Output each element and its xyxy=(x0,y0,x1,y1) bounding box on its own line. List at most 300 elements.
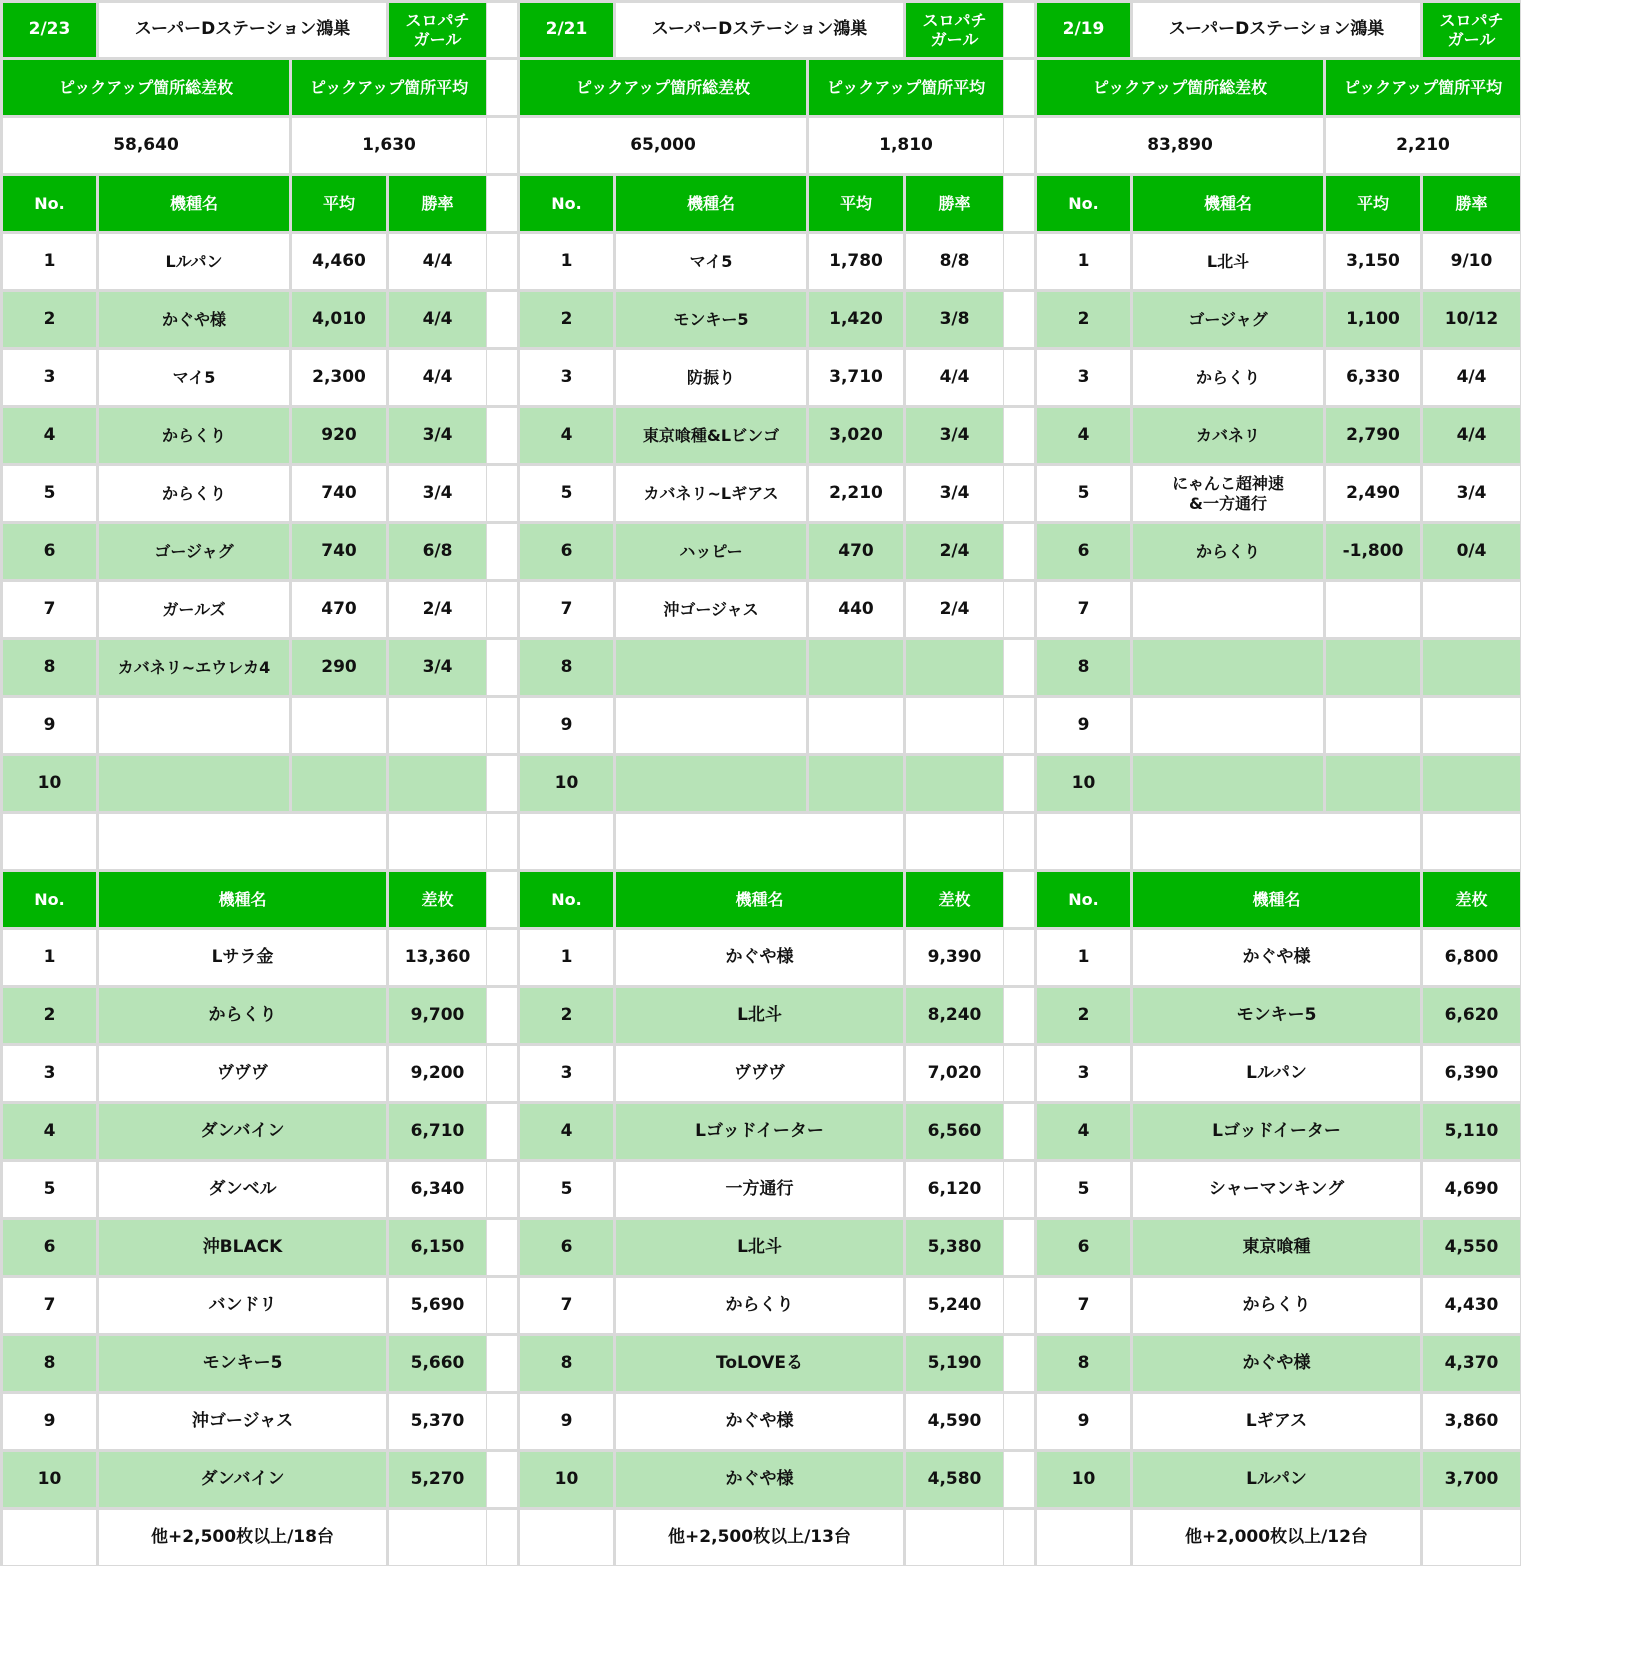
gap-cell xyxy=(487,988,517,1043)
top-row-machine: かぐや様 xyxy=(616,1394,903,1449)
top-row-diff: 4,690 xyxy=(1423,1162,1520,1217)
pickup-row-rate: 6/8 xyxy=(389,524,486,579)
pickup-row-no: 8 xyxy=(520,640,613,695)
pickup-row-machine: ガールズ xyxy=(99,582,289,637)
pickup-row-machine: からくり xyxy=(99,408,289,463)
pickup-row-machine: カバネリ~エウレカ4 xyxy=(99,640,289,695)
pickup-row-no: 3 xyxy=(3,350,96,405)
pickup-row-avg: 4,460 xyxy=(292,234,386,289)
brand-label: スロパチ ガール xyxy=(1423,3,1520,57)
top-row-no: 4 xyxy=(3,1104,96,1159)
pickup-total-header: ピックアップ箇所総差枚 xyxy=(520,60,806,115)
top-row-no: 3 xyxy=(520,1046,613,1101)
gap-cell xyxy=(487,1394,517,1449)
store-name: スーパーDステーション鴻巣 xyxy=(99,3,386,57)
pickup-row-no: 9 xyxy=(520,698,613,753)
top-row-diff: 5,110 xyxy=(1423,1104,1520,1159)
top-machine-header: 機種名 xyxy=(616,872,903,927)
top-row-machine: Lルパン xyxy=(1133,1046,1420,1101)
top-row-machine: ダンベル xyxy=(99,1162,386,1217)
pickup-row-no: 4 xyxy=(3,408,96,463)
pickup-row-avg: 2,490 xyxy=(1326,466,1420,521)
pickup-row-rate: 3/4 xyxy=(906,408,1003,463)
gap-cell xyxy=(1004,1104,1034,1159)
top-row-no: 7 xyxy=(520,1278,613,1333)
pickup-no-header: No. xyxy=(520,176,613,231)
top-machine-header: 機種名 xyxy=(1133,872,1420,927)
footer-blank xyxy=(1423,1510,1520,1565)
pickup-row-no: 8 xyxy=(3,640,96,695)
pickup-row-machine: カバネリ~Lギアス xyxy=(616,466,806,521)
gap-cell xyxy=(487,698,517,753)
gap-cell xyxy=(487,756,517,811)
pickup-row-rate: 2/4 xyxy=(389,582,486,637)
pickup-avg-header: ピックアップ箇所平均 xyxy=(1326,60,1520,115)
top-row-machine: バンドリ xyxy=(99,1278,386,1333)
pickup-row-machine: 東京喰種&Lビンゴ xyxy=(616,408,806,463)
pickup-row-avg: 3,020 xyxy=(809,408,903,463)
top-row-machine: ヴヴヴ xyxy=(99,1046,386,1101)
gap-cell xyxy=(487,640,517,695)
top-diff-header: 差枚 xyxy=(906,872,1003,927)
top-row-no: 9 xyxy=(1037,1394,1130,1449)
pickup-row-rate xyxy=(389,756,486,811)
pickup-row-avg xyxy=(1326,698,1420,753)
pickup-row-no: 4 xyxy=(520,408,613,463)
top-row-machine: L北斗 xyxy=(616,1220,903,1275)
pickup-row-machine: ハッピー xyxy=(616,524,806,579)
top-row-diff: 4,590 xyxy=(906,1394,1003,1449)
footer-note: 他+2,500枚以上/18台 xyxy=(99,1510,386,1565)
top-row-no: 6 xyxy=(3,1220,96,1275)
pickup-row-rate xyxy=(389,698,486,753)
pickup-row-avg: 2,300 xyxy=(292,350,386,405)
gap-cell xyxy=(1004,930,1034,985)
pickup-row-rate: 0/4 xyxy=(1423,524,1520,579)
top-row-machine: ヴヴヴ xyxy=(616,1046,903,1101)
pickup-row-machine: ゴージャグ xyxy=(99,524,289,579)
pickup-row-machine: からくり xyxy=(99,466,289,521)
top-row-no: 9 xyxy=(3,1394,96,1449)
pickup-row-rate: 4/4 xyxy=(389,350,486,405)
pickup-no-header: No. xyxy=(1037,176,1130,231)
pickup-row-rate: 2/4 xyxy=(906,524,1003,579)
top-row-diff: 9,200 xyxy=(389,1046,486,1101)
gap-cell xyxy=(487,118,517,173)
spacer-cell xyxy=(520,814,613,869)
pickup-row-machine: マイ5 xyxy=(616,234,806,289)
pickup-avg-col-header: 平均 xyxy=(1326,176,1420,231)
pickup-row-rate xyxy=(1423,756,1520,811)
spacer-cell xyxy=(906,814,1003,869)
gap-cell xyxy=(1004,292,1034,347)
top-row-diff: 5,370 xyxy=(389,1394,486,1449)
pickup-row-machine xyxy=(616,698,806,753)
pickup-total-value: 83,890 xyxy=(1037,118,1323,173)
pickup-row-avg xyxy=(1326,582,1420,637)
pickup-row-machine: かぐや様 xyxy=(99,292,289,347)
pickup-row-rate xyxy=(906,640,1003,695)
gap-cell xyxy=(1004,1220,1034,1275)
pickup-row-avg: 920 xyxy=(292,408,386,463)
gap-cell xyxy=(1004,234,1034,289)
gap-cell xyxy=(1004,1162,1034,1217)
gap-cell xyxy=(487,1278,517,1333)
top-row-no: 5 xyxy=(3,1162,96,1217)
top-row-diff: 6,150 xyxy=(389,1220,486,1275)
gap-cell xyxy=(487,176,517,231)
pickup-row-rate: 3/4 xyxy=(906,466,1003,521)
gap-cell xyxy=(487,408,517,463)
gap-cell xyxy=(1004,118,1034,173)
spacer-cell xyxy=(99,814,386,869)
date-label: 2/23 xyxy=(3,3,96,57)
pickup-row-avg xyxy=(292,756,386,811)
gap-cell xyxy=(487,350,517,405)
pickup-row-machine xyxy=(1133,756,1323,811)
top-row-no: 8 xyxy=(1037,1336,1130,1391)
pickup-row-rate xyxy=(906,756,1003,811)
pickup-row-machine: L北斗 xyxy=(1133,234,1323,289)
gap-cell xyxy=(487,1452,517,1507)
top-row-machine: 東京喰種 xyxy=(1133,1220,1420,1275)
gap-cell xyxy=(487,1046,517,1101)
top-no-header: No. xyxy=(520,872,613,927)
pickup-row-machine xyxy=(1133,640,1323,695)
top-diff-header: 差枚 xyxy=(1423,872,1520,927)
top-row-machine: からくり xyxy=(1133,1278,1420,1333)
pickup-row-no: 10 xyxy=(520,756,613,811)
top-row-no: 6 xyxy=(520,1220,613,1275)
top-row-diff: 6,340 xyxy=(389,1162,486,1217)
top-row-machine: Lルパン xyxy=(1133,1452,1420,1507)
top-row-diff: 13,360 xyxy=(389,930,486,985)
pickup-avg-col-header: 平均 xyxy=(292,176,386,231)
top-row-diff: 4,370 xyxy=(1423,1336,1520,1391)
pickup-avg-value: 1,810 xyxy=(809,118,1003,173)
top-row-no: 1 xyxy=(520,930,613,985)
date-label: 2/19 xyxy=(1037,3,1130,57)
pickup-row-avg: 470 xyxy=(292,582,386,637)
gap-cell xyxy=(1004,988,1034,1043)
gap-cell xyxy=(1004,524,1034,579)
top-row-no: 4 xyxy=(1037,1104,1130,1159)
pickup-row-no: 6 xyxy=(1037,524,1130,579)
pickup-row-no: 5 xyxy=(520,466,613,521)
pickup-row-machine: カバネリ xyxy=(1133,408,1323,463)
pickup-avg-col-header: 平均 xyxy=(809,176,903,231)
top-row-diff: 7,020 xyxy=(906,1046,1003,1101)
pickup-row-machine xyxy=(616,640,806,695)
top-row-no: 8 xyxy=(520,1336,613,1391)
top-row-diff: 5,380 xyxy=(906,1220,1003,1275)
top-row-no: 6 xyxy=(1037,1220,1130,1275)
pickup-row-avg xyxy=(292,698,386,753)
pickup-row-avg: 3,710 xyxy=(809,350,903,405)
spacer-cell xyxy=(3,814,96,869)
top-row-diff: 4,550 xyxy=(1423,1220,1520,1275)
pickup-row-rate: 3/4 xyxy=(1423,466,1520,521)
pickup-row-no: 4 xyxy=(1037,408,1130,463)
top-row-machine: 沖BLACK xyxy=(99,1220,386,1275)
gap-cell xyxy=(1004,872,1034,927)
pickup-machine-header: 機種名 xyxy=(99,176,289,231)
top-row-no: 3 xyxy=(3,1046,96,1101)
pickup-row-machine xyxy=(1133,582,1323,637)
pickup-row-avg: 740 xyxy=(292,466,386,521)
pickup-row-machine: 防振り xyxy=(616,350,806,405)
footer-blank xyxy=(3,1510,96,1565)
pickup-row-avg: 2,210 xyxy=(809,466,903,521)
top-row-diff: 5,660 xyxy=(389,1336,486,1391)
pickup-row-machine xyxy=(99,756,289,811)
pickup-row-avg: 2,790 xyxy=(1326,408,1420,463)
top-row-no: 5 xyxy=(1037,1162,1130,1217)
pickup-row-no: 3 xyxy=(1037,350,1130,405)
pickup-row-avg xyxy=(809,640,903,695)
top-row-no: 2 xyxy=(1037,988,1130,1043)
top-row-machine: モンキー5 xyxy=(1133,988,1420,1043)
pickup-row-avg xyxy=(1326,640,1420,695)
pickup-row-rate: 10/12 xyxy=(1423,292,1520,347)
pickup-row-rate: 9/10 xyxy=(1423,234,1520,289)
gap-cell xyxy=(487,1220,517,1275)
top-row-machine: 一方通行 xyxy=(616,1162,903,1217)
footer-note: 他+2,500枚以上/13台 xyxy=(616,1510,903,1565)
gap-cell xyxy=(487,3,517,57)
footer-blank xyxy=(906,1510,1003,1565)
gap-cell xyxy=(1004,1336,1034,1391)
pickup-row-no: 10 xyxy=(1037,756,1130,811)
gap-cell xyxy=(1004,3,1034,57)
top-row-diff: 5,690 xyxy=(389,1278,486,1333)
pickup-row-no: 7 xyxy=(3,582,96,637)
pickup-row-no: 7 xyxy=(1037,582,1130,637)
gap-cell xyxy=(1004,408,1034,463)
pickup-row-avg: 3,150 xyxy=(1326,234,1420,289)
panel-gap-1 xyxy=(487,0,517,1566)
pickup-row-rate: 4/4 xyxy=(389,234,486,289)
top-row-machine: からくり xyxy=(99,988,386,1043)
pickup-row-machine: モンキー5 xyxy=(616,292,806,347)
pickup-row-no: 6 xyxy=(3,524,96,579)
top-row-machine: Lゴッドイーター xyxy=(1133,1104,1420,1159)
pickup-rate-header: 勝率 xyxy=(389,176,486,231)
top-row-no: 7 xyxy=(1037,1278,1130,1333)
top-row-diff: 4,580 xyxy=(906,1452,1003,1507)
pickup-row-no: 7 xyxy=(520,582,613,637)
gap-cell xyxy=(487,1336,517,1391)
top-row-diff: 6,800 xyxy=(1423,930,1520,985)
pickup-machine-header: 機種名 xyxy=(1133,176,1323,231)
pickup-rate-header: 勝率 xyxy=(1423,176,1520,231)
date-panel-1 xyxy=(0,0,487,1566)
spacer-cell xyxy=(1423,814,1520,869)
gap-cell xyxy=(1004,466,1034,521)
top-row-no: 8 xyxy=(3,1336,96,1391)
gap-cell xyxy=(487,872,517,927)
pickup-row-avg: 470 xyxy=(809,524,903,579)
spacer-cell xyxy=(1037,814,1130,869)
pickup-avg-header: ピックアップ箇所平均 xyxy=(809,60,1003,115)
pickup-row-avg: 740 xyxy=(292,524,386,579)
top-no-header: No. xyxy=(3,872,96,927)
pickup-row-no: 1 xyxy=(1037,234,1130,289)
spacer-cell xyxy=(616,814,903,869)
top-row-diff: 9,700 xyxy=(389,988,486,1043)
top-row-machine: L北斗 xyxy=(616,988,903,1043)
pickup-row-avg xyxy=(809,698,903,753)
top-row-diff: 6,120 xyxy=(906,1162,1003,1217)
pickup-row-avg: 4,010 xyxy=(292,292,386,347)
top-row-machine: かぐや様 xyxy=(616,930,903,985)
top-row-no: 4 xyxy=(520,1104,613,1159)
top-row-no: 9 xyxy=(520,1394,613,1449)
store-name: スーパーDステーション鴻巣 xyxy=(1133,3,1420,57)
pickup-row-no: 9 xyxy=(3,698,96,753)
pickup-avg-value: 2,210 xyxy=(1326,118,1520,173)
top-row-machine: からくり xyxy=(616,1278,903,1333)
top-row-machine: かぐや様 xyxy=(1133,930,1420,985)
top-row-diff: 3,860 xyxy=(1423,1394,1520,1449)
pickup-row-rate xyxy=(1423,640,1520,695)
top-row-no: 3 xyxy=(1037,1046,1130,1101)
gap-cell xyxy=(1004,60,1034,115)
pickup-avg-header: ピックアップ箇所平均 xyxy=(292,60,486,115)
gap-cell xyxy=(1004,176,1034,231)
top-row-machine: ダンバイン xyxy=(99,1104,386,1159)
top-row-diff: 5,240 xyxy=(906,1278,1003,1333)
gap-cell xyxy=(1004,1394,1034,1449)
pickup-total-value: 58,640 xyxy=(3,118,289,173)
top-row-diff: 6,560 xyxy=(906,1104,1003,1159)
panel-gap-2 xyxy=(1004,0,1034,1566)
footer-blank xyxy=(389,1510,486,1565)
top-row-diff: 6,390 xyxy=(1423,1046,1520,1101)
gap-cell xyxy=(487,292,517,347)
top-row-no: 1 xyxy=(3,930,96,985)
pickup-row-machine: からくり xyxy=(1133,524,1323,579)
pickup-row-avg xyxy=(1326,756,1420,811)
gap-cell xyxy=(1004,1278,1034,1333)
pickup-no-header: No. xyxy=(3,176,96,231)
pickup-machine-header: 機種名 xyxy=(616,176,806,231)
pickup-total-header: ピックアップ箇所総差枚 xyxy=(3,60,289,115)
spacer-cell xyxy=(1133,814,1420,869)
top-row-machine: Lサラ金 xyxy=(99,930,386,985)
gap-cell xyxy=(487,524,517,579)
pickup-row-no: 9 xyxy=(1037,698,1130,753)
gap-cell xyxy=(1004,698,1034,753)
date-panel-3 xyxy=(1034,0,1521,1566)
top-machine-header: 機種名 xyxy=(99,872,386,927)
gap-cell xyxy=(487,1104,517,1159)
top-row-machine: 沖ゴージャス xyxy=(99,1394,386,1449)
brand-label: スロパチ ガール xyxy=(389,3,486,57)
top-row-no: 5 xyxy=(520,1162,613,1217)
pickup-row-rate: 4/4 xyxy=(1423,350,1520,405)
gap-cell xyxy=(1004,350,1034,405)
top-row-diff: 8,240 xyxy=(906,988,1003,1043)
top-row-diff: 4,430 xyxy=(1423,1278,1520,1333)
gap-cell xyxy=(487,60,517,115)
pickup-row-rate: 3/4 xyxy=(389,640,486,695)
top-row-diff: 6,710 xyxy=(389,1104,486,1159)
top-row-machine: ダンバイン xyxy=(99,1452,386,1507)
pickup-row-no: 8 xyxy=(1037,640,1130,695)
date-label: 2/21 xyxy=(520,3,613,57)
pickup-row-rate: 3/8 xyxy=(906,292,1003,347)
pickup-avg-value: 1,630 xyxy=(292,118,486,173)
gap-cell xyxy=(1004,1046,1034,1101)
gap-cell xyxy=(487,582,517,637)
pickup-row-avg: 290 xyxy=(292,640,386,695)
pickup-row-no: 1 xyxy=(3,234,96,289)
pickup-row-machine: ゴージャグ xyxy=(1133,292,1323,347)
gap-cell xyxy=(1004,1452,1034,1507)
top-row-diff: 6,620 xyxy=(1423,988,1520,1043)
pickup-row-avg: 1,780 xyxy=(809,234,903,289)
pickup-row-rate: 4/4 xyxy=(906,350,1003,405)
top-row-machine: Lゴッドイーター xyxy=(616,1104,903,1159)
date-panel-2 xyxy=(517,0,1004,1566)
pickup-row-avg: -1,800 xyxy=(1326,524,1420,579)
pickup-total-value: 65,000 xyxy=(520,118,806,173)
pickup-total-header: ピックアップ箇所総差枚 xyxy=(1037,60,1323,115)
pickup-row-rate xyxy=(1423,698,1520,753)
pickup-row-machine: Lルパン xyxy=(99,234,289,289)
pickup-row-machine: にゃんこ超神速 &一方通行 xyxy=(1133,466,1323,521)
pickup-row-rate xyxy=(1423,582,1520,637)
gap-cell xyxy=(487,1162,517,1217)
gap-cell xyxy=(1004,582,1034,637)
store-name: スーパーDステーション鴻巣 xyxy=(616,3,903,57)
pickup-row-rate: 8/8 xyxy=(906,234,1003,289)
top-row-machine: シャーマンキング xyxy=(1133,1162,1420,1217)
pickup-row-machine xyxy=(99,698,289,753)
top-row-machine: モンキー5 xyxy=(99,1336,386,1391)
top-row-no: 1 xyxy=(1037,930,1130,985)
pickup-row-no: 1 xyxy=(520,234,613,289)
gap-cell xyxy=(487,466,517,521)
top-row-diff: 5,270 xyxy=(389,1452,486,1507)
gap-cell xyxy=(1004,814,1034,869)
top-row-no: 10 xyxy=(3,1452,96,1507)
pickup-row-no: 2 xyxy=(1037,292,1130,347)
pickup-row-avg xyxy=(809,756,903,811)
footer-blank xyxy=(1037,1510,1130,1565)
pickup-row-rate: 3/4 xyxy=(389,466,486,521)
pickup-row-rate: 2/4 xyxy=(906,582,1003,637)
top-row-diff: 9,390 xyxy=(906,930,1003,985)
gap-cell xyxy=(487,814,517,869)
footer-blank xyxy=(520,1510,613,1565)
pickup-row-machine: 沖ゴージャス xyxy=(616,582,806,637)
pickup-row-avg: 6,330 xyxy=(1326,350,1420,405)
top-row-machine: ToLOVEる xyxy=(616,1336,903,1391)
pickup-row-rate: 4/4 xyxy=(389,292,486,347)
top-row-machine: Lギアス xyxy=(1133,1394,1420,1449)
top-row-no: 2 xyxy=(3,988,96,1043)
pickup-row-avg: 1,420 xyxy=(809,292,903,347)
pickup-row-no: 3 xyxy=(520,350,613,405)
pickup-row-machine: マイ5 xyxy=(99,350,289,405)
top-row-diff: 3,700 xyxy=(1423,1452,1520,1507)
pickup-row-no: 2 xyxy=(3,292,96,347)
pickup-row-avg: 1,100 xyxy=(1326,292,1420,347)
top-diff-header: 差枚 xyxy=(389,872,486,927)
pickup-row-rate: 3/4 xyxy=(389,408,486,463)
